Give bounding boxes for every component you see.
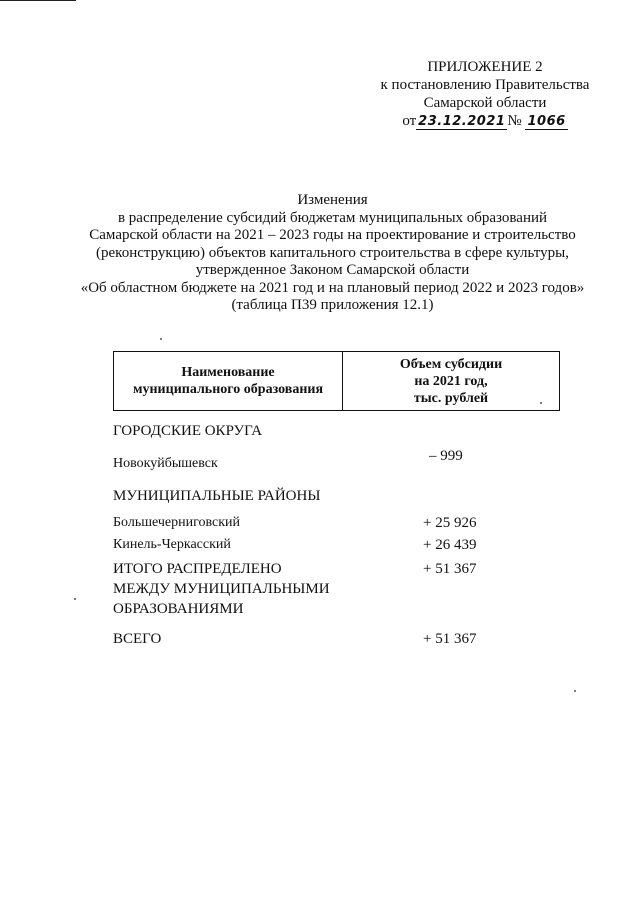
table-header [113,351,560,411]
column-header-value-line-3: тыс. рублей [413,390,489,406]
title-line-4: (реконструкцию) объектов капитального строительства в сфере культуры, [96,244,569,261]
handwritten-number: 1066 [527,114,566,129]
document-title [60,192,605,315]
attachment-region: Самарской области [423,95,547,111]
column-header-value-line-2: на 2021 год, [414,373,488,389]
title-line-3: Самарской области на 2021 – 2023 годы на проектирование и строительство [89,227,576,243]
column-header-value [343,352,559,410]
row-label: ВСЕГО [113,631,162,647]
title-line-7: (таблица П39 приложения 12.1) [231,297,434,313]
column-header-name-line-1: Наименование [181,365,275,380]
row-label: Кинель-Черкасский [113,537,231,552]
table-row-kinel-cherkassky [113,535,563,555]
scan-speck [540,402,542,404]
row-value: + 51 367 [423,631,477,647]
row-value: – 999 [429,448,463,464]
row-label: МУНИЦИПАЛЬНЫЕ РАЙОНЫ [113,488,321,504]
row-value: + 26 439 [423,537,477,553]
table-row-grand-total [113,629,563,649]
row-label: ГОРОДСКИЕ ОКРУГА [113,423,263,439]
table-row-novokuibyshevsk [113,448,563,472]
title-line-5: утвержденное Законом Самарской области [195,262,470,278]
column-header-name [114,352,343,410]
attachment-header [360,58,610,131]
attachment-title: ПРИЛОЖЕНИЕ 2 [427,59,543,75]
handwritten-date: 23.12.2021 [418,114,506,129]
scan-speck [160,338,162,340]
row-value: + 25 926 [423,515,477,531]
title-line-1: Изменения [297,192,368,208]
attachment-date-line [360,112,610,131]
scan-edge-line [0,0,76,1]
title-line-6: «Об областном бюджете на 2021 год и на плановый период 2022 и 2023 годов» [80,279,585,296]
table-row-group-districts [113,486,563,506]
title-line-2: в распределение субсидий бюджетам муниципальных образований [117,209,548,226]
attachment-resolution-ref: к постановлению Правительства [380,77,590,93]
row-label [113,559,373,619]
column-header-name-line-2: муниципального образования [132,382,324,397]
row-value: + 51 367 [423,561,477,577]
scan-speck [74,598,76,600]
row-label-line-3: ОБРАЗОВАНИЯМИ [113,601,244,617]
table-row-group-urban [113,421,563,441]
row-label: Большечерниговский [113,515,241,530]
table-row-bolshechernigovsky [113,513,563,533]
row-label: Новокуйбышевск [113,456,218,471]
row-label-line-1: ИТОГО РАСПРЕДЕЛЕНО [113,561,282,577]
column-header-value-line-1: Объем субсидии [399,356,503,372]
date-prefix: от [402,113,417,129]
scan-speck [574,690,576,692]
table-row-total-distributed [113,559,563,623]
number-prefix: № [507,113,522,129]
row-label-line-2: МЕЖДУ МУНИЦИПАЛЬНЫМИ [113,581,330,597]
